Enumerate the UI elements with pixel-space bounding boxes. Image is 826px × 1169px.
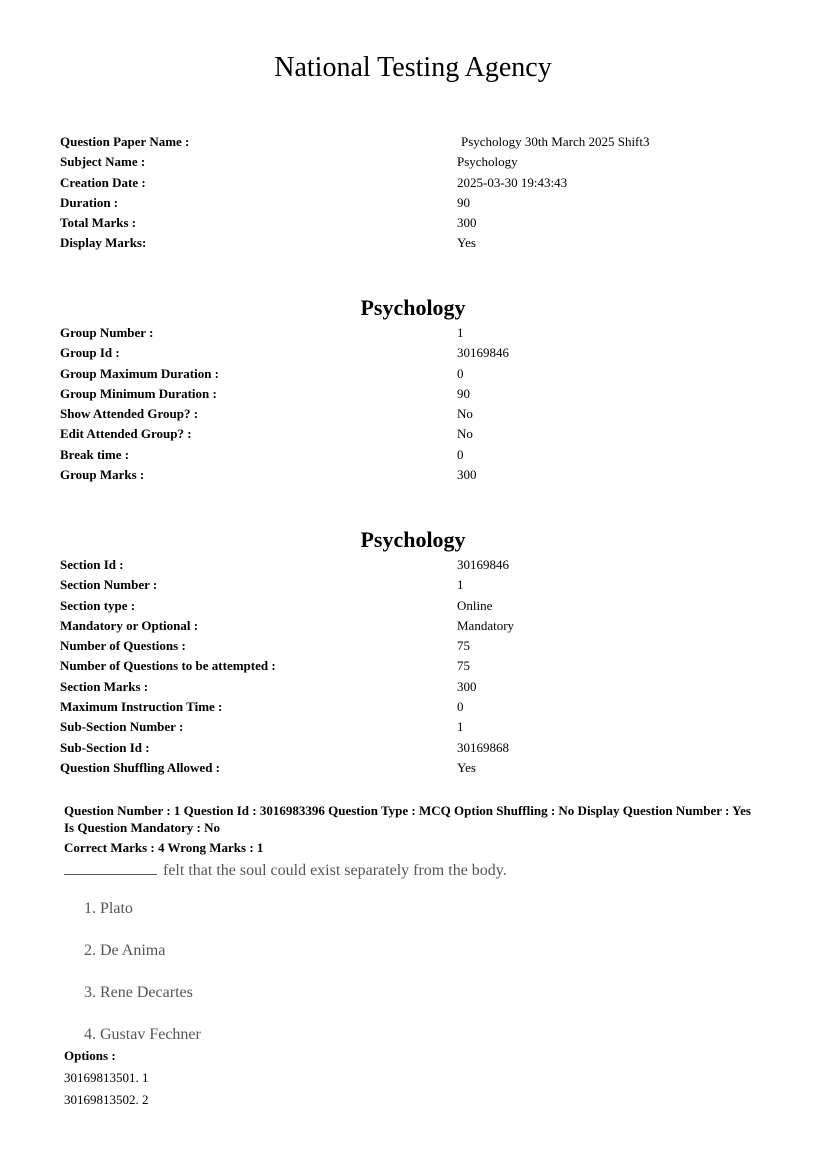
group-info-row (60, 323, 760, 343)
field-label: Edit Attended Group? : (60, 426, 192, 442)
field-value: 1 (457, 719, 464, 735)
field-label: Show Attended Group? : (60, 406, 199, 422)
field-label: Question Paper Name : (60, 134, 190, 149)
field-value: No (457, 406, 473, 422)
field-value: 300 (457, 678, 477, 694)
field-label: Creation Date : (60, 174, 146, 190)
section-heading: Psychology (360, 527, 466, 552)
field-value: 1 (457, 325, 464, 340)
field-label: Display Marks: (60, 235, 147, 251)
field-value: Online (457, 597, 493, 613)
field-label: Group Marks : (60, 467, 145, 483)
field-value: 2025-03-30 19:43:43 (457, 174, 568, 190)
section-info-row (60, 596, 760, 616)
field-label: Break time : (60, 446, 130, 462)
field-value: 30169846 (457, 557, 509, 572)
field-value: Psychology 30th March 2025 Shift3 (461, 134, 650, 149)
field-label: Sub-Section Number : (60, 719, 184, 735)
group-info-row (60, 404, 760, 424)
field-value: 30169846 (457, 345, 509, 361)
field-value: Mandatory (457, 617, 515, 633)
page-title: National Testing Agency (274, 52, 552, 83)
field-value: Psychology (457, 154, 518, 170)
field-label: Group Minimum Duration : (60, 385, 217, 401)
section-info-row (60, 697, 760, 717)
paper-info-row (60, 173, 760, 193)
answer-blank (64, 860, 157, 875)
field-value: 1 (457, 577, 464, 593)
paper-info-row (60, 193, 760, 213)
field-label: Number of Questions to be attempted : (60, 658, 276, 674)
section-info-table (60, 555, 760, 778)
field-value: 0 (457, 699, 464, 715)
field-label: Duration : (60, 194, 119, 210)
section-info-row (60, 656, 760, 676)
section-info-row (60, 758, 760, 778)
group-heading: Psychology (360, 295, 466, 320)
field-value: Yes (457, 235, 476, 251)
group-info-row (60, 384, 760, 404)
section-info-row (60, 616, 760, 636)
field-value: 300 (457, 467, 477, 483)
paper-info-row (60, 132, 760, 152)
group-info-row (60, 343, 760, 363)
question-image (64, 858, 584, 1048)
group-info-row (60, 364, 760, 384)
field-value: 75 (457, 658, 470, 674)
question-marks: Correct Marks : 4 Wrong Marks : 1 (64, 840, 264, 855)
group-info-table (60, 323, 760, 485)
section-info-row (60, 738, 760, 758)
option-id: 30169813501. 1 (64, 1070, 149, 1085)
section-info-row (60, 677, 760, 697)
group-info-row (60, 445, 760, 465)
options-label: Options : (64, 1048, 116, 1063)
field-label: Total Marks : (60, 215, 137, 231)
field-label: Group Id : (60, 345, 120, 361)
field-label: Maximum Instruction Time : (60, 699, 223, 715)
option-id: 30169813502. 2 (64, 1092, 149, 1107)
question-stem-text: felt that the soul could exist separately from the body. (163, 862, 507, 879)
field-label: Section type : (60, 597, 136, 613)
group-info-row (60, 424, 760, 444)
section-info-row (60, 555, 760, 575)
paper-info-table (60, 132, 760, 254)
field-value: 0 (457, 446, 464, 462)
question-option: 3. Rene Decartes (84, 984, 193, 1001)
field-value: 75 (457, 638, 470, 654)
field-value: 30169868 (457, 739, 509, 755)
field-label: Group Maximum Duration : (60, 365, 220, 381)
field-value: 90 (457, 385, 470, 401)
field-label: Number of Questions : (60, 638, 186, 654)
question-option: 4. Gustav Fechner (84, 1026, 201, 1043)
field-value: No (457, 426, 473, 442)
field-value: Yes (457, 759, 476, 775)
paper-info-row (60, 213, 760, 233)
paper-info-row (60, 152, 760, 172)
section-info-row (60, 717, 760, 737)
question-option: 2. De Anima (84, 942, 166, 959)
field-label: Mandatory or Optional : (60, 617, 199, 633)
question-stem (64, 860, 507, 880)
field-label: Section Number : (60, 577, 158, 593)
field-label: Group Number : (60, 325, 154, 340)
section-info-row (60, 636, 760, 656)
question-header: Question Number : 1 Question Id : 3016983396 Question Type : MCQ Option Shuffling : No Display Question Number : Yes Is Question Mandatory : No (64, 803, 751, 835)
field-value: 0 (457, 365, 464, 381)
field-value: 300 (457, 215, 477, 231)
field-label: Section Marks : (60, 678, 149, 694)
field-label: Subject Name : (60, 154, 146, 170)
paper-info-row (60, 233, 760, 253)
field-label: Section Id : (60, 557, 124, 572)
field-value: 90 (457, 194, 470, 210)
group-info-row (60, 465, 760, 485)
question-option: 1. Plato (84, 900, 133, 917)
field-label: Sub-Section Id : (60, 739, 150, 755)
section-info-row (60, 575, 760, 595)
field-label: Question Shuffling Allowed : (60, 759, 221, 775)
